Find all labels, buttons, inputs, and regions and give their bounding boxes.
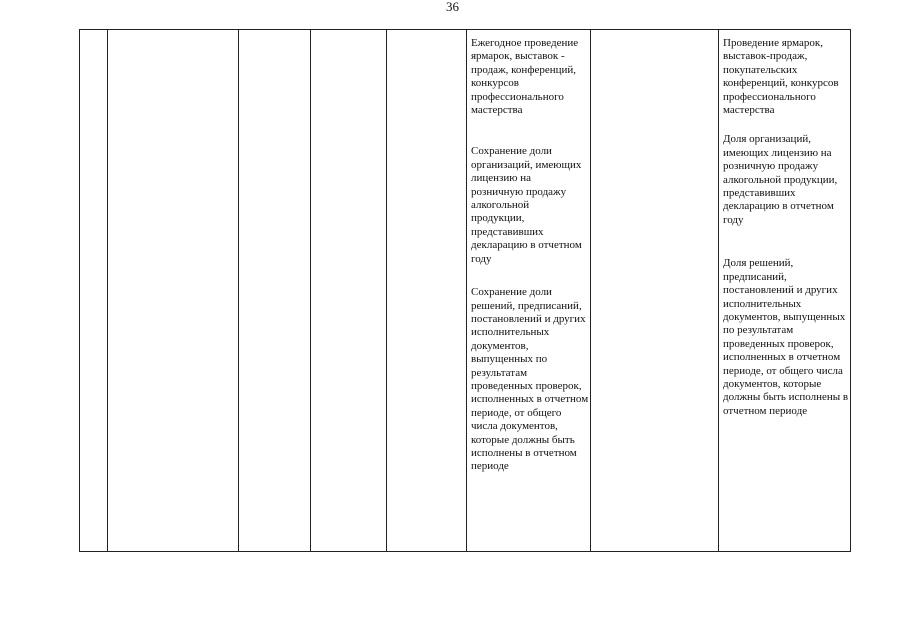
indicator-2: Сохранение доли организаций, имеющих лицензию на розничную продажу алкогольной продукции, представивших декларацию в отчетном году — [471, 145, 582, 265]
result-1: Проведение ярмарок, выставок-продаж, покупательских конференций, конкурсов профессионального мастерства — [723, 37, 839, 117]
indicators-text — [471, 37, 587, 474]
table-row — [80, 30, 851, 552]
table-cell-6 — [467, 30, 591, 552]
indicator-3: Сохранение доли решений, предписаний, постановлений и других исполнительных документов, выпущенных по результатам проведенных проверок, исполненных в отчетном периоде, от общего числа документов, которые должны быть исполнены в отчетном периоде — [471, 286, 589, 473]
table-cell-4 — [311, 30, 387, 552]
table-cell-2 — [108, 30, 239, 552]
indicator-1: Ежегодное проведение ярмарок, выставок - продаж, конференций, конкурсов профессионального мастерства — [471, 37, 579, 117]
data-table — [79, 29, 851, 552]
page-number: 36 — [446, 0, 459, 14]
results-text — [723, 37, 847, 418]
table-cell-1 — [80, 30, 108, 552]
table-cell-3 — [239, 30, 311, 552]
result-3: Доля решений, предписаний, постановлений и других исполнительных документов, выпущенных по результатам проведенных проверок, исполненных в отчетном периоде, от общего числа документов, которые должны быть исполнены в отчетном периоде — [723, 257, 849, 417]
result-2: Доля организаций, имеющих лицензию на розничную продажу алкогольной продукции, представивших декларацию в отчетном году — [723, 133, 838, 226]
table-cell-5 — [387, 30, 467, 552]
table-cell-7 — [591, 30, 719, 552]
table-cell-8 — [719, 30, 851, 552]
